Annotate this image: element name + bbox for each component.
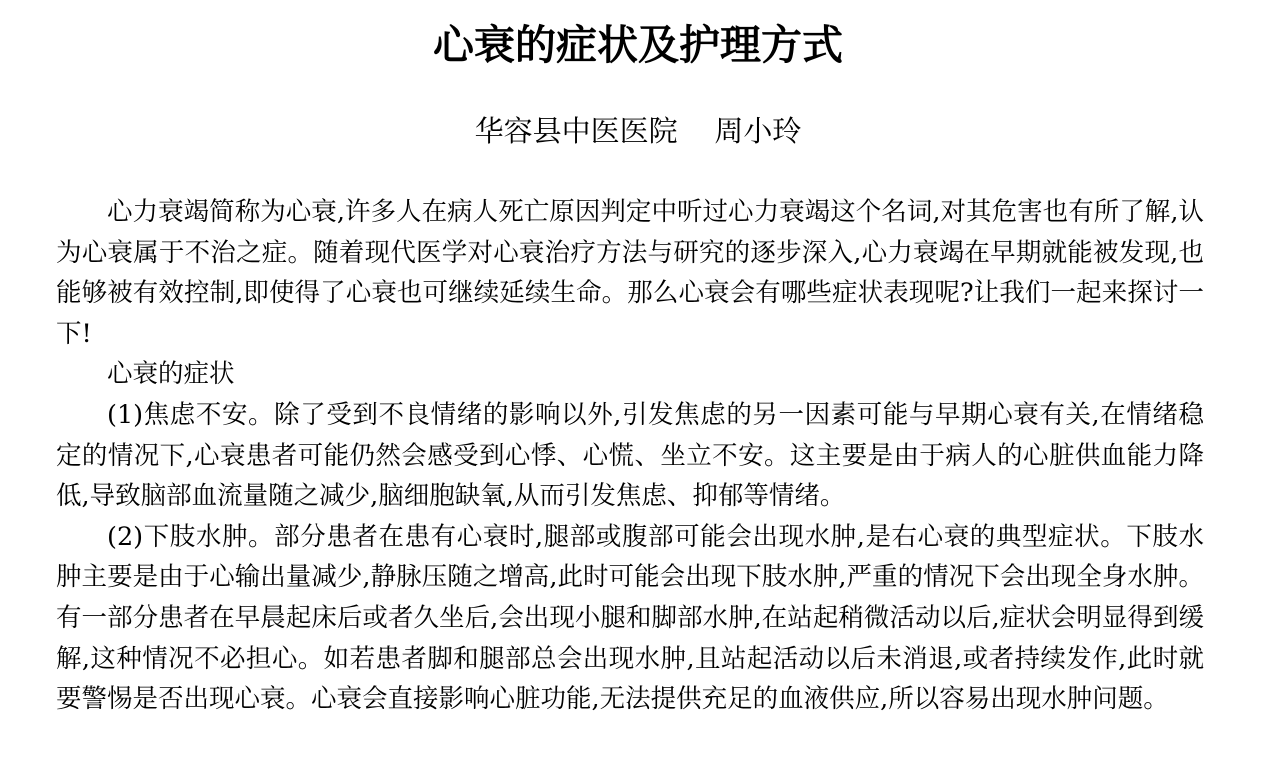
author-byline: 华容县中医医院 周小玲: [474, 114, 802, 148]
article-body: [56, 192, 1204, 720]
symptom-edema-paragraph: (2)下肢水肿。部分患者在患有心衰时,腿部或腹部可能会出现水肿,是右心衰的典型症状。下肢水肿主要是由于心输出量减少,静脉压随之增高,此时可能会出现下肢水肿,严重的情况下会出现全身水肿。有一部分患者在早晨起床后或者久坐后,会出现小腿和脚部水肿,在站起稍微活动以后,症状会明显得到缓解,这种情况不必担心。如若患者脚和腿部总会出现水肿,且站起活动以后未消退,或者持续发作,此时就要警惕是否出现心衰。心衰会直接影响心脏功能,无法提供充足的血液供应,所以容易出现水肿问题。: [56, 521, 1204, 715]
intro-paragraph: 心力衰竭简称为心衰,许多人在病人死亡原因判定中听过心力衰竭这个名词,对其危害也有所了解,认为心衰属于不治之症。随着现代医学对心衰治疗方法与研究的逐步深入,心力衰竭在早期就能被发现,也能够被有效控制,即使得了心衰也可继续延续生命。那么心衰会有哪些症状表现呢?让我们一起来探讨一下!: [56, 197, 1204, 349]
document-title: 心衰的症状及护理方式: [433, 21, 843, 69]
symptom-anxiety-paragraph: (1)焦虑不安。除了受到不良情绪的影响以外,引发焦虑的另一因素可能与早期心衰有关,在情绪稳定的情况下,心衰患者可能仍然会感受到心悸、心慌、坐立不安。这主要是由于病人的心脏供血能力降低,导致脑部血流量随之减少,脑细胞缺氧,从而引发焦虑、抑郁等情绪。: [56, 399, 1204, 512]
section-heading-symptoms: 心衰的症状: [107, 359, 235, 390]
